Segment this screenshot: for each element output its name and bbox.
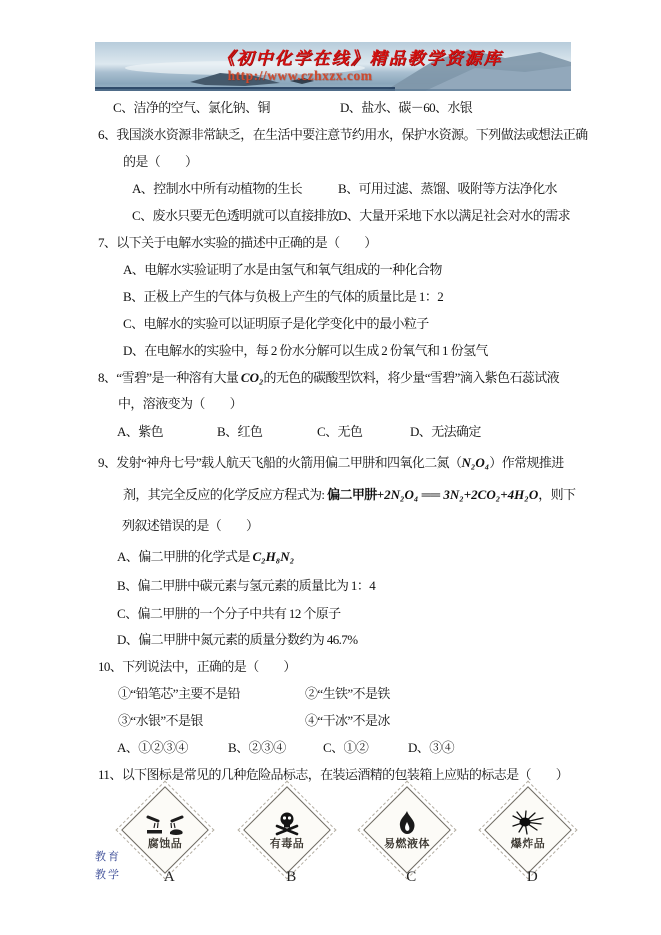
reactant-name: 偏二甲肼 <box>327 487 377 502</box>
hazard-label: 爆炸品 <box>510 837 546 850</box>
statement-1: ①“铅笔芯”主要不是铅 <box>118 686 240 701</box>
co2-formula: CO₂ <box>240 370 264 385</box>
hazard-symbol-d <box>483 788 573 886</box>
question-7-stem: 7、以下关于电解水实验的描述中正确的是（ ） <box>98 235 377 250</box>
question-10-stem: 10、下列说法中，正确的是（ ） <box>98 659 296 674</box>
corrosive-icon <box>145 810 185 837</box>
option-a: A、控制水中所有动植物的生长 <box>132 181 302 196</box>
question-6-options-cd <box>95 202 573 229</box>
option-a: A、紫色 <box>117 424 163 439</box>
hazard-label: 易燃液体 <box>384 837 430 850</box>
option-c: C、废水只要无色透明就可以直接排放 <box>132 208 339 223</box>
option-text: A、偏二甲肼的化学式是 <box>117 549 253 564</box>
stem-text: 9、发射“神舟七号”载人航天飞船的火箭用偏二甲肼和四氧化二氮（ <box>98 455 462 470</box>
question-8-stem-line1 <box>95 364 573 391</box>
question-10-statements-34 <box>95 707 573 734</box>
question-9-option-a <box>95 541 573 572</box>
stem-text: 剂，其完全反应的化学反应方程式为: <box>123 487 328 502</box>
statement-2: ②“生铁”不是铁 <box>305 686 390 701</box>
symbol-letter: C <box>406 869 416 885</box>
site-banner <box>95 42 571 91</box>
question-8-options <box>95 417 573 446</box>
hazard-symbol-b <box>242 788 332 886</box>
question-11-stem: 11、以下图标是常见的几种危险品标志，在装运酒精的包装箱上应贴的标志是（ ） <box>98 767 569 782</box>
question-9-option-d: D、偏二甲肼中氮元素的质量分数约为 46.7% <box>117 632 358 647</box>
question-7-option-b: B、正极上产生的气体与负极上产生的气体的质量比是 1：2 <box>123 289 444 304</box>
hazard-label: 有毒品 <box>269 837 305 850</box>
toxic-icon <box>273 810 301 837</box>
statement-4: ④“干冰”不是冰 <box>305 713 390 728</box>
statement-3: ③“水银”不是银 <box>118 713 203 728</box>
c2h8n2-formula: C₂H₈N₂ <box>252 549 295 564</box>
stem-text: 的无色的碳酸型饮料，将少量“雪碧”滴入紫色石蕊试液 <box>263 370 560 385</box>
option-c: C、洁净的空气、氯化钠、铜 <box>113 100 270 115</box>
symbol-letter: D <box>526 869 538 885</box>
watermark-line2: 教学 <box>95 869 121 881</box>
question-6-stem-line1: 6、我国淡水资源非常缺乏，在生活中要注意节约用水，保护水资源。下列做法或想法正确 <box>98 127 588 142</box>
hazard-symbol-c <box>362 788 452 886</box>
hazard-label: 腐蚀品 <box>147 837 183 850</box>
option-d: D、③④ <box>408 740 454 755</box>
question-8-stem-line2: 中，溶液变为（ ） <box>118 396 243 411</box>
hazard-symbols-row <box>95 788 573 886</box>
option-a: A、①②③④ <box>117 740 188 755</box>
watermark <box>95 848 121 884</box>
question-10-options <box>95 734 573 761</box>
n2o4-formula: N₂O₄ <box>461 455 490 470</box>
prev-question-options-cd <box>95 94 573 121</box>
banner-url-link[interactable]: http://www.czhxzx.com <box>227 68 373 83</box>
stem-text: ）作常规推进 <box>489 455 564 470</box>
option-d: D、无法确定 <box>410 424 481 439</box>
hazard-symbol-a <box>120 788 210 886</box>
option-b: B、②③④ <box>228 740 286 755</box>
symbol-letter: A <box>163 869 175 885</box>
flammable-icon <box>395 810 419 837</box>
option-b: B、可用过滤、蒸馏、吸附等方法净化水 <box>338 181 557 196</box>
exam-body <box>95 94 588 886</box>
stem-text: ，则下 <box>538 487 576 502</box>
question-6-options-ab <box>95 175 573 202</box>
chemical-equation: +2N₂O₄ ══ 3N₂+2CO₂+4H₂O <box>376 487 539 502</box>
symbol-letter: B <box>286 869 296 885</box>
stem-text: 8、“雪碧”是一种溶有大量 <box>98 370 239 385</box>
question-7-option-c: C、电解水的实验可以证明原子是化学变化中的最小粒子 <box>123 316 429 331</box>
option-c: C、无色 <box>317 424 363 439</box>
option-d: D、盐水、碳－60、水银 <box>340 100 473 115</box>
question-6-stem-line2: 的是（ ） <box>123 154 198 169</box>
banner-title: 《初中化学在线》精品教学资源库 <box>217 49 503 68</box>
option-b: B、红色 <box>217 424 263 439</box>
option-d: D、大量开采地下水以满足社会对水的需求 <box>338 208 570 223</box>
question-9-option-b: B、偏二甲肼中碳元素与氢元素的质量比为 1：4 <box>117 578 376 593</box>
question-9-stem-line3: 列叙述错误的是（ ） <box>122 518 259 533</box>
watermark-line1: 教育 <box>95 851 121 863</box>
question-7-option-a: A、电解水实验证明了水是由氢气和氧气组成的一种化合物 <box>123 262 442 277</box>
question-9-option-c: C、偏二甲肼的一个分子中共有 12 个原子 <box>117 606 341 621</box>
explosive-icon <box>511 810 545 837</box>
question-9-stem-line1 <box>95 446 573 479</box>
question-7-option-d: D、在电解水的实验中，每 2 份水分解可以生成 2 份氧气和 1 份氢气 <box>123 343 488 358</box>
question-10-statements-12 <box>95 680 573 707</box>
question-9-stem-line2 <box>95 479 576 511</box>
option-c: C、①② <box>323 740 369 755</box>
